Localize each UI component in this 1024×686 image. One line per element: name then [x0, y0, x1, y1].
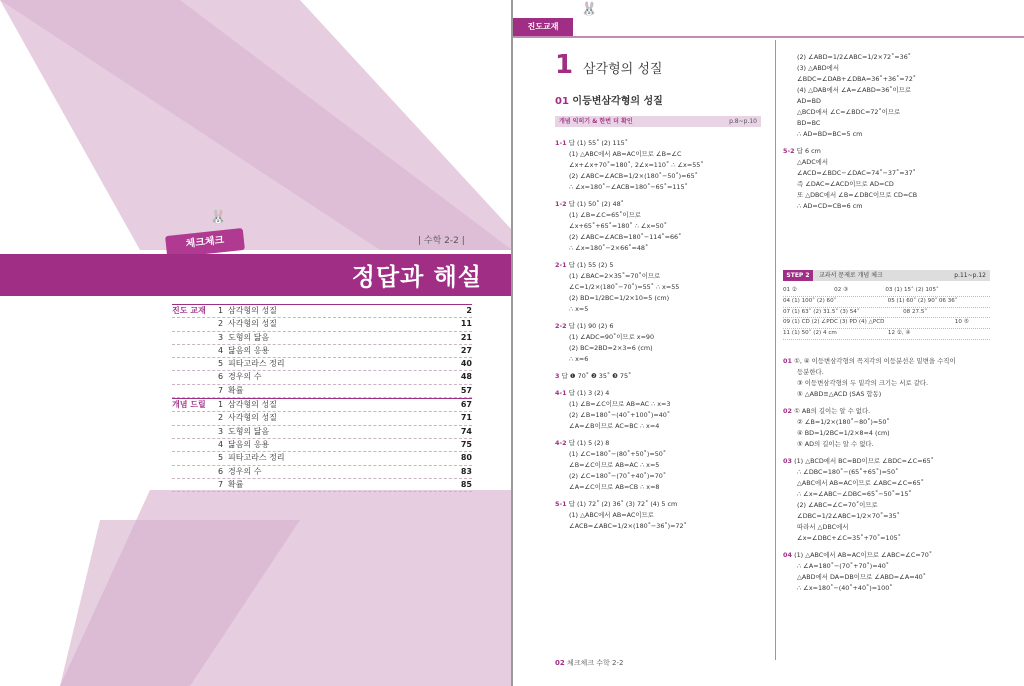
answer-grid-cell: 08 27.5˚: [903, 308, 928, 315]
answer-text: (1) △ABC에서 AB=AC이므로 ∠ABC=∠C=70˚: [794, 551, 933, 559]
answer-line: [783, 417, 1003, 428]
answer-line: [555, 171, 771, 182]
answer-line: [783, 550, 1003, 561]
toc-section: [172, 466, 218, 478]
answer-text: ∠ACB=∠ABC=1/2×(180˚−36˚)=72˚: [569, 522, 687, 530]
toc-row: [172, 385, 472, 398]
answer-line: [555, 521, 771, 532]
answer-text: ③ 이등변삼각형의 두 밑각의 크기는 서로 같다.: [797, 379, 929, 387]
question-number: 02: [783, 407, 795, 415]
answer-text: ∴ x=5: [569, 305, 589, 313]
answer-grid: [783, 286, 990, 340]
answer-grid-cell: 06 36˚: [938, 297, 958, 304]
answer-text: ∴ AD=CD=CB=6 cm: [797, 202, 863, 210]
answer-line: [555, 449, 771, 460]
table-of-contents: [172, 304, 472, 492]
answer-grid-cell: [920, 318, 955, 328]
answer-text: (4) △DAB에서 ∠A=∠ABD=36˚이므로: [797, 86, 912, 94]
answer-grid-cell: [884, 318, 919, 328]
toc-section: [172, 426, 218, 438]
page-title: 정답과 해설: [351, 263, 482, 291]
answer-line: [555, 221, 771, 232]
toc-row: [172, 398, 472, 412]
answer-grid-cell: 02 ③: [834, 287, 849, 293]
answer-text: 답 (1) 72˚ (2) 36˚ (3) 72˚ (4) 5 cm: [568, 500, 678, 508]
footer-title: 체크체크 수학 2-2: [566, 659, 624, 667]
header-rule: [513, 36, 1024, 38]
answer-grid-cell: 11 (1) 50˚ (2) 4 cm: [783, 330, 837, 337]
answer-line: [783, 190, 993, 201]
toc-number: 1: [218, 400, 224, 410]
question-number: 2-1: [555, 261, 569, 269]
bunny-mascot-icon: 🐰: [210, 210, 227, 225]
answer-line: [555, 438, 771, 449]
toc-row: [172, 479, 472, 492]
toc-page: 21: [460, 332, 472, 342]
toc-row: [172, 371, 472, 384]
answer-text: (3) △ABD에서: [797, 64, 840, 72]
answer-line: [555, 343, 771, 354]
answer-line: [783, 52, 993, 63]
answer-line: [783, 74, 993, 85]
answer-text: ② ∠B=1/2×(180˚−80˚)=50˚: [797, 418, 890, 426]
concept-bar: [555, 116, 761, 127]
answer-text: (2) ∠ABC=∠C=70˚이므로: [797, 501, 878, 509]
answer-line: [783, 85, 993, 96]
section-tab: 진도교재: [513, 18, 573, 36]
answer-text: ∠A=∠C이므로 AB=CB ∴ x=8: [569, 483, 660, 491]
answer-line: [555, 243, 771, 254]
toc-page: 40: [460, 359, 472, 369]
answer-grid-row: [783, 329, 990, 340]
answer-text: 답 (1) 55˚ (2) 115˚: [568, 139, 628, 147]
toc-row: [172, 466, 472, 479]
answer-text: 또 △DBC에서 ∠B=∠DBC이므로 CD=CB: [797, 191, 918, 199]
toc-number: 7: [218, 479, 224, 489]
answer-line: [783, 367, 1003, 378]
toc-row: [172, 345, 472, 358]
toc-page: 27: [460, 345, 472, 355]
answer-line: [783, 168, 993, 179]
question-number: 4-2: [555, 439, 569, 447]
toc-number: 6: [218, 466, 224, 476]
answer-column-3: [783, 350, 1003, 594]
toc-number: 7: [218, 385, 224, 395]
answer-text: ① AB의 길이는 알 수 없다.: [794, 407, 871, 415]
answer-line: [555, 271, 771, 282]
toc-title: 피타고라스 정리: [228, 359, 285, 369]
toc-page: 75: [460, 439, 472, 449]
toc-page: 67: [460, 400, 472, 410]
answer-line: [783, 107, 993, 118]
toc-row: [172, 358, 472, 371]
answer-line: [555, 160, 771, 171]
toc-title: 피타고라스 정리: [228, 453, 285, 463]
toc-number: 6: [218, 372, 224, 382]
answer-line: [783, 456, 1003, 467]
toc-page: 80: [460, 453, 472, 463]
step-badge: STEP 2: [783, 270, 813, 281]
answer-text: ∠C=1/2×(180˚−70˚)=55˚ ∴ x=55: [569, 283, 680, 291]
footer-page-number: 02: [555, 659, 565, 667]
answer-line: [555, 499, 771, 510]
toc-title: 경우의 수: [228, 466, 262, 476]
brand-tag: 체크체크: [165, 228, 245, 258]
answer-text: (2) ∠ABD=1/2∠ABC=1/2×72˚=36˚: [797, 53, 911, 61]
answer-column-2: [783, 52, 993, 212]
answer-text: △BCD에서 ∠C=∠BDC=72˚이므로: [797, 108, 901, 116]
answer-text: ⑤ △ABD≡△ACD (SAS 합동): [797, 390, 882, 398]
answer-grid-cell: [947, 308, 990, 318]
answer-line: [783, 583, 1003, 594]
answer-line: [783, 572, 1003, 583]
subject-label: | 수학 2-2 |: [418, 236, 465, 246]
answer-line: [783, 129, 993, 140]
answer-line: [555, 321, 771, 332]
toc-section: [172, 452, 218, 464]
answer-grid-row: [783, 318, 990, 329]
answer-text: (2) ∠B=180˚−(40˚+100˚)=40˚: [569, 411, 671, 419]
question-number: 04: [783, 551, 795, 559]
answer-line: [555, 210, 771, 221]
answer-text: (2) BD=1/2BC=1/2×10=5 (cm): [569, 294, 670, 302]
answer-text: ④ BD=1/2BC=1/2×8=4 (cm): [797, 429, 890, 437]
answer-text: (1) ∠B=∠C이므로 AB=AC ∴ x=3: [569, 400, 671, 408]
answer-text: (1) ∠C=180˚−(80˚+50˚)=50˚: [569, 450, 667, 458]
toc-number: 3: [218, 332, 224, 342]
answer-grid-cell: 01 ②: [783, 287, 797, 293]
toc-section: [172, 371, 218, 383]
answer-text: (1) ∠BAC=2×35˚=70˚이므로: [569, 272, 661, 280]
answer-line: [783, 439, 1003, 450]
answer-line: [555, 293, 771, 304]
toc-row: [172, 452, 472, 465]
toc-number: 2: [218, 413, 224, 423]
toc-number: 4: [218, 439, 224, 449]
answer-text: ∠A=∠B이므로 AC=BC ∴ x=4: [569, 422, 660, 430]
toc-page: 71: [460, 413, 472, 423]
answer-text: ∴ ∠x=180˚−2×66˚=48˚: [569, 244, 649, 252]
toc-number: 5: [218, 359, 224, 369]
answer-text: (2) ∠C=180˚−(70˚+40˚)=70˚: [569, 472, 667, 480]
answer-grid-cell: 04 (1) 100˚ (2) 60˚: [783, 297, 837, 304]
answer-line: [783, 561, 1003, 572]
answer-text: 답 (1) 5 (2) 8: [568, 439, 610, 447]
concept-bar-pages: p.8~p.10: [729, 118, 757, 125]
section-number: 01: [555, 96, 569, 107]
step-bar: [783, 270, 990, 281]
toc-section: [172, 385, 218, 397]
toc-row: [172, 439, 472, 452]
answer-line: [783, 511, 1003, 522]
answer-text: (2) BC=2BD=2×3=6 (cm): [569, 344, 653, 352]
toc-section: [172, 479, 218, 491]
toc-section: 개념 드릴: [172, 400, 206, 410]
answer-text: 답 (1) 3 (2) 4: [568, 389, 610, 397]
answer-text: ∠DBC=1/2∠ABC=1/2×70˚=35˚: [797, 512, 900, 520]
answer-text: 답 ❶ 70˚ ❷ 35˚ ❸ 75˚: [561, 372, 632, 380]
answer-grid-cell: [837, 329, 888, 339]
answer-line: [783, 179, 993, 190]
answer-column-1: [555, 132, 771, 532]
answer-grid-cell: [860, 308, 903, 318]
toc-title: 삼각형의 성질: [228, 400, 277, 410]
answer-grid-cell: 07 (1) 63˚ (2) 31.5˚ (3) 54˚: [783, 308, 860, 315]
answer-text: ∠x+65˚+65˚=180˚ ∴ ∠x=50˚: [569, 222, 667, 230]
answer-text: 답 (1) 50˚ (2) 48˚: [568, 200, 624, 208]
answer-text: AD=BD: [797, 97, 821, 105]
answer-text: ∠B=∠C이므로 AB=AC ∴ x=5: [569, 461, 660, 469]
toc-section: [172, 358, 218, 370]
answer-text: (1) △ABC에서 AB=AC이므로: [569, 511, 654, 519]
toc-row: [172, 318, 472, 331]
question-number: 2-2: [555, 322, 569, 330]
answer-grid-row: [783, 308, 990, 319]
answer-line: [555, 399, 771, 410]
answer-line: [783, 500, 1003, 511]
answer-line: [783, 96, 993, 107]
answer-line: [783, 478, 1003, 489]
answer-text: ∠ACD=∠BDC−∠DAC=74˚−37˚=37˚: [797, 169, 916, 177]
toc-number: 2: [218, 319, 224, 329]
toc-row: [172, 412, 472, 425]
answer-text: ⑤ AD의 길이는 알 수 없다.: [797, 440, 874, 448]
question-number: 3: [555, 372, 562, 380]
toc-page: 83: [460, 466, 472, 476]
answer-line: [783, 356, 1003, 367]
question-number: 1-1: [555, 139, 569, 147]
answer-line: [783, 467, 1003, 478]
answer-text: (2) ∠ABC=∠ACB=1/2×(180˚−50˚)=65˚: [569, 172, 698, 180]
answer-line: [783, 146, 993, 157]
answer-text: (1) △BCD에서 BC=BD이므로 ∠BDC=∠C=65˚: [794, 457, 934, 465]
toc-page: 57: [460, 385, 472, 395]
toc-number: 4: [218, 345, 224, 355]
answer-line: [783, 389, 1003, 400]
answer-line: [555, 138, 771, 149]
answer-line: [555, 182, 771, 193]
answer-line: [783, 428, 1003, 439]
toc-number: 5: [218, 453, 224, 463]
question-number: 5-2: [783, 147, 797, 155]
bunny-mascot-icon: 🐰: [581, 2, 598, 17]
answer-text: ∠BDC=∠DAB+∠DBA=36˚+36˚=72˚: [797, 75, 916, 83]
answer-line: [555, 260, 771, 271]
answer-text: ∴ ∠x=180˚−(40˚+40˚)=100˚: [797, 584, 893, 592]
answer-grid-cell: [836, 297, 887, 307]
toc-section: [172, 332, 218, 344]
answer-text: 답 (1) 90 (2) 6: [568, 322, 614, 330]
toc-section: [172, 439, 218, 451]
answer-line: [555, 421, 771, 432]
answer-line: [555, 149, 771, 160]
answer-text: ∴ x=6: [569, 355, 589, 363]
answer-text: (2) ∠ABC=∠ACB=180˚−114˚=66˚: [569, 233, 682, 241]
answer-grid-cell: 03 (1) 15˚ (2) 105˚: [885, 287, 939, 293]
right-page: [513, 0, 1024, 686]
answer-text: ∴ AD=BD=BC=5 cm: [797, 130, 863, 138]
answer-text: ∠x+∠x+70˚=180˚, 2∠x=110˚ ∴ ∠x=55˚: [569, 161, 704, 169]
question-number: 5-1: [555, 500, 569, 508]
section-title: [555, 92, 663, 107]
toc-title: 닮음의 응용: [228, 345, 270, 355]
toc-title: 삼각형의 성질: [228, 306, 277, 315]
toc-title: 확률: [228, 385, 244, 395]
answer-line: [555, 460, 771, 471]
answer-line: [555, 482, 771, 493]
answer-text: 답 (1) 55 (2) 5: [568, 261, 614, 269]
answer-line: [783, 157, 993, 168]
toc-page: 85: [460, 479, 472, 489]
answer-grid-cell: 05 (1) 60˚ (2) 90˚: [887, 297, 938, 304]
step-label: 교과서 문제로 개념 체크: [819, 272, 883, 279]
answer-line: [555, 388, 771, 399]
answer-text: ∴ ∠x=∠ABC−∠DBC=65˚−50˚=15˚: [797, 490, 912, 498]
toc-row: [172, 304, 472, 318]
toc-page: 11: [460, 319, 472, 329]
answer-grid-cell: [939, 286, 990, 296]
answer-line: [555, 510, 771, 521]
answer-grid-row: [783, 286, 990, 297]
answer-grid-cell: 09 (1) CD (2) ∠PDC (3) PD (4) △PCD: [783, 319, 885, 326]
toc-title: 도형의 닮음: [228, 426, 270, 436]
answer-text: 따라서 △DBC에서: [797, 523, 849, 531]
answer-text: △ADC에서: [797, 158, 829, 166]
answer-line: [783, 489, 1003, 500]
section-title-text: 이등변삼각형의 성질: [572, 96, 663, 107]
answer-text: △ABD에서 DA=DB이므로 ∠ABD=∠A=40˚: [797, 573, 926, 581]
answer-text: ∴ ∠DBC=180˚−(65˚+65˚)=50˚: [797, 468, 899, 476]
toc-section: [172, 345, 218, 357]
answer-line: [783, 522, 1003, 533]
toc-title: 사각형의 성질: [228, 319, 277, 329]
answer-text: 즉 ∠DAC=∠ACD이므로 AD=CD: [797, 180, 894, 188]
toc-title: 닮음의 응용: [228, 439, 270, 449]
answer-line: [555, 232, 771, 243]
toc-row: [172, 332, 472, 345]
question-number: 01: [783, 357, 795, 365]
answer-text: 등분한다.: [797, 368, 824, 376]
toc-section: 진도 교재: [172, 306, 206, 315]
answer-text: (1) ∠B=∠C=65˚이므로: [569, 211, 641, 219]
answer-line: [783, 378, 1003, 389]
page-footer: [555, 658, 623, 668]
answer-line: [555, 304, 771, 315]
toc-page: 48: [460, 372, 472, 382]
toc-title: 확률: [228, 479, 244, 489]
toc-title: 경우의 수: [228, 372, 262, 382]
toc-number: 3: [218, 426, 224, 436]
concept-bar-label: 개념 익히기 & 한번 더 확인: [559, 118, 633, 125]
toc-number: 1: [218, 306, 224, 315]
answer-line: [555, 354, 771, 365]
toc-section: [172, 318, 218, 330]
toc-row: [172, 426, 472, 439]
answer-text: ∴ ∠x=180˚−∠ACB=180˚−65˚=115˚: [569, 183, 688, 191]
answer-line: [783, 406, 1003, 417]
answer-text: (1) ∠ADC=90˚이므로 x=90: [569, 333, 655, 341]
answer-text: ①, ④ 이등변삼각형의 꼭지각의 이등분선은 밑변을 수직이: [794, 357, 956, 365]
toc-page: 74: [460, 426, 472, 436]
question-number: 1-2: [555, 200, 569, 208]
toc-page: 2: [466, 306, 472, 315]
answer-line: [555, 332, 771, 343]
step-pages: p.11~p.12: [954, 272, 986, 279]
answer-text: (1) △ABC에서 AB=AC이므로 ∠B=∠C: [569, 150, 682, 158]
answer-line: [555, 410, 771, 421]
question-number: 03: [783, 457, 795, 465]
answer-line: [783, 201, 993, 212]
answer-line: [555, 199, 771, 210]
answer-text: ∠x=∠DBC+∠C=35˚+70˚=105˚: [797, 534, 901, 542]
answer-text: △ABC에서 AB=AC이므로 ∠ABC=∠C=65˚: [797, 479, 924, 487]
answer-grid-cell: [939, 329, 990, 339]
answer-text: 답 6 cm: [796, 147, 821, 155]
answer-text: ∴ ∠A=180˚−(70˚+70˚)=40˚: [797, 562, 889, 570]
chapter-title: 삼각형의 성질: [583, 62, 663, 77]
answer-grid-cell: 10 ⑤: [954, 319, 969, 326]
answer-line: [783, 63, 993, 74]
toc-title: 사각형의 성질: [228, 413, 277, 423]
answer-line: [555, 471, 771, 482]
answer-text: BD=BC: [797, 119, 821, 127]
toc-section: [172, 412, 218, 424]
answer-line: [555, 371, 771, 382]
column-divider: [775, 40, 776, 660]
answer-line: [783, 533, 1003, 544]
answer-line: [555, 282, 771, 293]
question-number: 4-1: [555, 389, 569, 397]
answer-grid-row: [783, 297, 990, 308]
answer-grid-cell: 12 ②, ④: [887, 330, 911, 337]
chapter-number: 1: [555, 50, 574, 80]
answer-line: [783, 118, 993, 129]
toc-title: 도형의 닮음: [228, 332, 270, 342]
